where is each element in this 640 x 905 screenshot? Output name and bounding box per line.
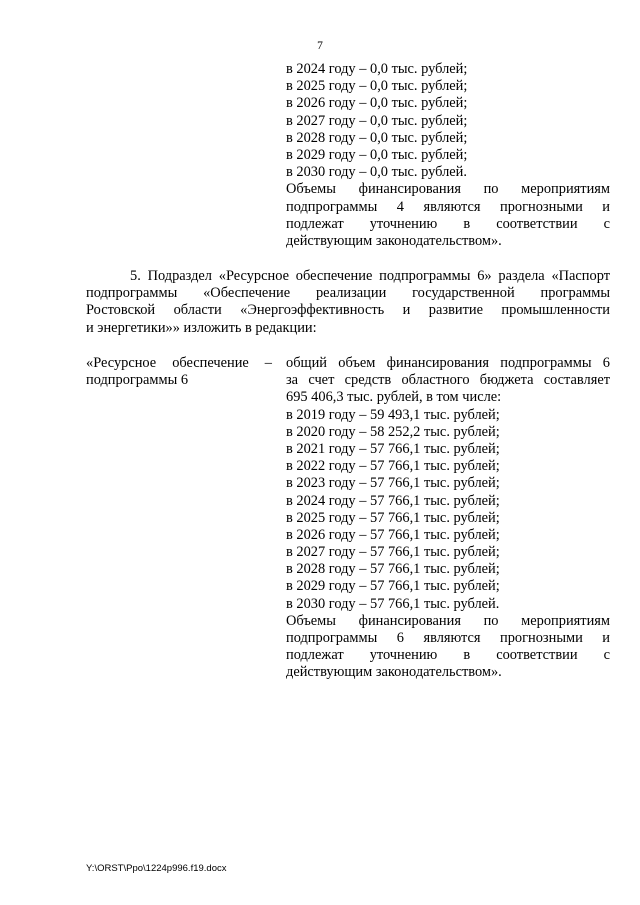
paragraph-line: 5. Подраздел «Ресурсное обеспечение подпрограммы 6» раздела «Паспорт [130,268,610,284]
paragraph-line: подпрограммы «Обеспечение реализации государственной программы [86,285,610,302]
year-line: в 2021 году – 57 766,1 тыс. рублей; [286,440,500,457]
year-line: в 2026 году – 57 766,1 тыс. рублей; [286,526,500,543]
year-line: в 2025 году – 0,0 тыс. рублей; [286,78,468,95]
year-line: в 2020 году – 58 252,2 тыс. рублей; [286,423,500,440]
left-cell-line: подпрограммы 6 [86,372,189,389]
year-line: в 2024 году – 0,0 тыс. рублей; [286,61,468,77]
page-number: 7 [317,40,323,52]
intro-line: за счет средств областного бюджета составляет [286,372,610,389]
year-line: в 2027 году – 0,0 тыс. рублей; [286,112,468,129]
year-line: в 2023 году – 57 766,1 тыс. рублей; [286,475,500,492]
table-left-cell [86,355,272,389]
paragraph-line: и энергетики»» изложить в редакции: [86,319,317,336]
note-line: Объемы финансирования по мероприятиям [286,612,610,629]
year-line: в 2030 году – 0,0 тыс. рублей. [286,164,467,181]
year-line: в 2027 году – 57 766,1 тыс. рублей; [286,544,500,561]
year-line: в 2028 году – 57 766,1 тыс. рублей; [286,561,500,578]
note-line: подлежат уточнению в соответствии с [286,647,610,664]
note-line: подлежат уточнению в соответствии с [286,215,610,232]
note-line: действующим законодательством». [286,664,502,681]
intro-line: общий объем финансирования подпрограммы 6 [286,355,610,371]
paragraph-5 [86,268,610,337]
note-line: подпрограммы 4 являются прогнозными и [286,198,610,215]
year-line: в 2026 году – 0,0 тыс. рублей; [286,95,468,112]
year-line: в 2019 году – 59 493,1 тыс. рублей; [286,406,500,423]
paragraph-line: Ростовской области «Энергоэффективность и развитие промышленности [86,302,610,319]
note-line: подпрограммы 6 являются прогнозными и [286,630,610,646]
note-line: Объемы финансирования по мероприятиям [286,181,610,198]
year-line: в 2024 году – 57 766,1 тыс. рублей; [286,492,500,509]
table-right-cell [286,355,610,682]
year-line: в 2030 году – 57 766,1 тыс. рублей. [286,595,500,612]
year-line: в 2022 году – 57 766,1 тыс. рублей; [286,458,500,475]
intro-line: 695 406,3 тыс. рублей, в том числе: [286,389,502,406]
year-line: в 2029 году – 57 766,1 тыс. рублей; [286,578,500,595]
note-line: действующим законодательством». [286,232,502,249]
left-cell-line: «Ресурсное обеспечение – [86,355,272,371]
year-line: в 2025 году – 57 766,1 тыс. рублей; [286,509,500,526]
year-line: в 2028 году – 0,0 тыс. рублей; [286,129,468,146]
subprogram4-funding-block [286,61,610,250]
year-line: в 2029 году – 0,0 тыс. рублей; [286,146,468,163]
file-path-footer: Y:\ORST\Ppo\1224p996.f19.docx [86,863,227,874]
